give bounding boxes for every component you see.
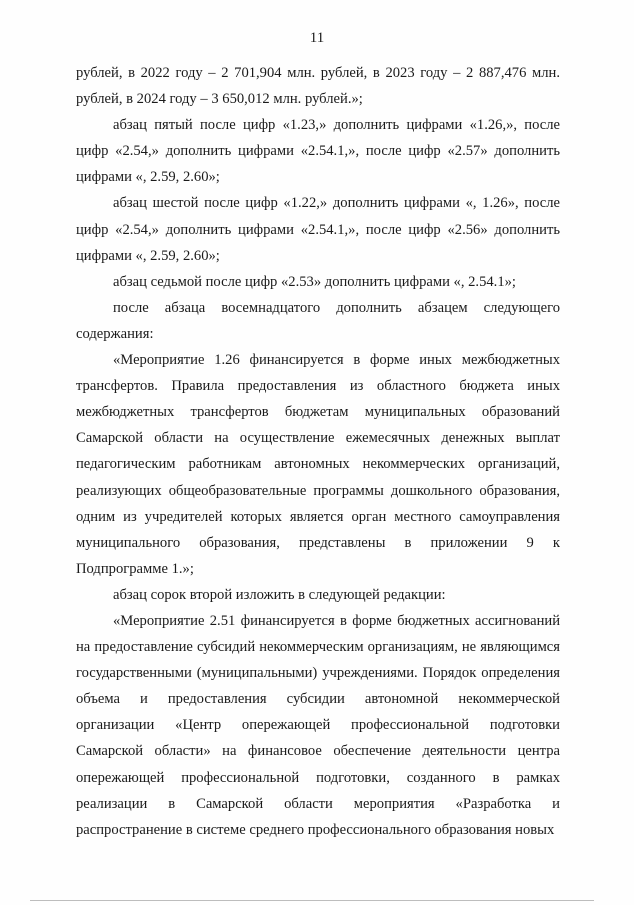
paragraph-8: «Мероприятие 2.51 финансируется в форме бюджетных ассигнований на предоставление субсидий некоммерческим организациям, не являющимся государственными (муниципальными) учреждениями. Порядок определения объема и предоставления субсидии автономной некоммерческой организации «Центр опережающей профессиональной подготовки Самарской области» на финансовое обеспечение деятельности центра опережающей профессиональной подготовки, созданного в рамках реализации в Самарской области мероприятия «Разработка и распространение в системе среднего профессионального образования новых — [76, 612, 560, 838]
paragraph-6: «Мероприятие 1.26 финансируется в форме иных межбюджетных трансфертов. Правила предоставления из областного бюджета иных межбюджетных трансфертов бюджетам муниципальных образований Самарской области на осуществление ежемесячных денежных выплат педагогическим работникам автономных некоммерческих организаций, реализующих общеобразовательные программы дошкольного образования, одним из учредителей которых является орган местного самоуправления муниципального образования, представлены в приложении 9 к Подпрограмме 1.»; — [76, 352, 560, 577]
paragraph-1: рублей, в 2022 году – 2 701,904 млн. рублей, в 2023 году – 2 887,476 млн. рублей, в 2024 году – 3 650,012 млн. рублей.»; — [76, 65, 560, 108]
page-number: 11 — [309, 30, 325, 46]
paragraph-7: абзац сорок второй изложить в следующей редакции: — [113, 586, 446, 603]
paragraph-5: после абзаца восемнадцатого дополнить абзацем следующего содержания: — [76, 299, 560, 342]
document-body — [76, 60, 560, 843]
paragraph-2: абзац пятый после цифр «1.23,» дополнить цифрами «1.26,», после цифр «2.54,» дополнить цифрами «2.54.1,», после цифр «2.57» дополнить цифрами «, 2.59, 2.60»; — [76, 117, 560, 186]
paragraph-4: абзац седьмой после цифр «2.53» дополнить цифрами «, 2.54.1»; — [113, 273, 516, 290]
paragraph-3: абзац шестой после цифр «1.22,» дополнить цифрами «, 1.26», после цифр «2.54,» дополнить цифрами «2.54.1,», после цифр «2.56» дополнить цифрами «, 2.59, 2.60»; — [76, 195, 560, 264]
bottom-edge-line — [30, 900, 594, 901]
